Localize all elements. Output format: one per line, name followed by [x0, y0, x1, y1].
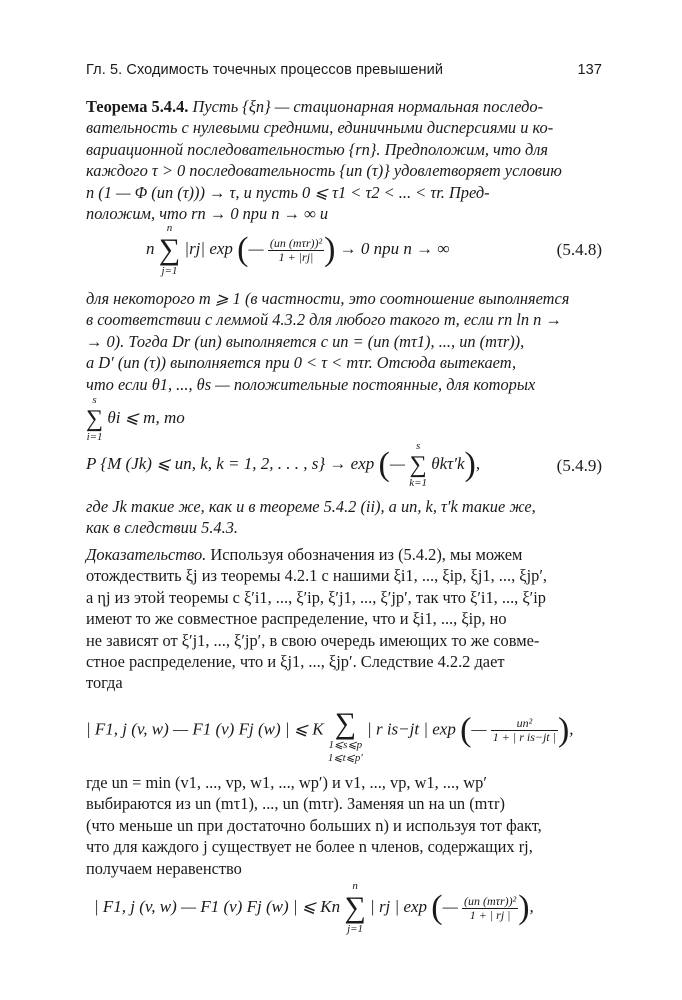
sum-symbol: n ∑ j=1 — [158, 222, 181, 277]
theorem-line-2: вательность с нулевыми средними, единичными дисперсиями и ко- — [86, 118, 554, 138]
sum-symbol: s ∑ k=1 — [409, 440, 428, 489]
eqp2-fraction: $\frac{\text{(un (mτr))²}}{1 + | rj |}$ — [464, 893, 517, 922]
equation-number-5-4-8: (5.4.8) — [556, 240, 602, 259]
theorem-label: Теорема 5.4.4. — [86, 97, 189, 116]
eqp2-abs: | rj | exp — [370, 896, 428, 916]
equation-5-4-9: P {M (Jk) ⩽ un, k, k = 1, 2, . . . , s} → exp (— s ∑ k=1 θkτ′k), (5.4.9) — [86, 440, 602, 489]
theorem-5-4-4 — [86, 96, 602, 224]
theorem-line-6: положим, что rn → 0 при n → ∞ и — [86, 204, 329, 224]
paragraph-where: где Jk такие же, как и в теореме 5.4.2 (ii), а un, k, τ′k такие же, как в следствии 5.4.3. — [86, 497, 536, 538]
equation-covariance-bound-1: | F1, j (v, w) — F1 (v) Fj (w) | ⩽ K ∑ 1⩽s⩽p 1⩽t⩽p′ | r is−jt | exp (— $\frac{\text{un²}}{\text{1 + | r is−jt |}}$ ), — [86, 696, 602, 762]
sum-symbol: n ∑ j=1 — [344, 880, 366, 935]
eqp2-lhs: | F1, j (v, w) — F1 (v) Fj (w) | ⩽ Kn — [94, 896, 341, 916]
proof-label: Доказательство. — [86, 545, 207, 564]
page-number: 137 — [577, 62, 602, 78]
eqp1-fraction: $\frac{\text{un²}}{\text{1 + | r is−jt |}}$ — [492, 716, 556, 744]
running-header — [86, 62, 602, 78]
eq548-tail: → 0 при n → ∞ — [339, 238, 450, 258]
paragraph-conditions: для некоторого m ⩾ 1 (в частности, это соотношение выполняется в соответствии с леммой 4.3.2 для любого такого m, если rn ln n → → 0). Тогда Dr (un) выполняется с un = (un (mτ1), ..., un (mτr)), а D′ (un (τ)) выполняется при 0 < τ < mτr. Отсюда вытекает, что если θ1, ..., θs — положительные постоянные, для которых — [86, 289, 570, 394]
equation-5-4-8: n n ∑ j=1 |rj| exp (— $\frac{\text{(un (mτr))²}}{1 + |rj|}$ ) → 0 при n → ∞ (5.4.8) — [146, 222, 602, 277]
theorem-line-1: Теорема 5.4.4. Пусть {ξn} — стационарная нормальная последо- — [86, 97, 544, 116]
eq548-n: n — [146, 238, 155, 258]
theorem-line-3: вариационной последовательностью {rn}. Предположим, что для — [86, 139, 549, 159]
eqp1-abs: | r is−jt | exp — [367, 719, 456, 739]
proof-paragraph: Доказательство. Используя обозначения из (5.4.2), мы можем отождествить ξj из теоремы 4.2.1 с нашими ξi1, ..., ξip, ξj1, ..., ξjp′, а ηj из этой теоремы с ξ′i1, ..., ξ′ip, ξ′j1, ..., ξ′jp′, так что ξ′i1, ..., ξ′ip имеют то же совместное распределение, что и ξi1, ..., ξip, но не зависят от ξ′j1, ..., ξ′jp′, в свою очередь имеющих то же совме- стное распределение, что и ξj1, ..., ξjp′. Следствие 4.2.2 дает тогда — [86, 545, 548, 693]
sum-theta-expr: θi ⩽ m, то — [107, 407, 185, 427]
sum-symbol: s ∑ i=1 — [86, 394, 104, 443]
eq549-lhs: P {M (Jk) ⩽ un, k, k = 1, 2, . . . , s} → exp — [86, 453, 375, 473]
sum-symbol: ∑ 1⩽s⩽p 1⩽t⩽p′ — [327, 707, 363, 764]
theorem-line-5: n (1 — Φ (un (τ))) → τ, и пусть 0 ⩽ τ1 < τ2 < ... < τr. Пред- — [86, 182, 490, 202]
eq548-abs-exp: |rj| exp — [184, 238, 233, 258]
running-title: Гл. 5. Сходимость точечных процессов превышений — [86, 62, 444, 78]
eq548-fraction: $\frac{\text{(un (mτr))²}}{1 + |rj|}$ — [269, 235, 323, 264]
paragraph-substitution: где un = min (v1, ..., vp, w1, ..., wp′) и v1, ..., vp, w1, ..., wp′ выбираются из un (mτ1), ..., un (mτr). Заменяя un на un (mτr) (что меньше un при достаточно больших n) и используя тот факт, что для каждого j существует не более n членов, содержащих rj, получаем неравенство — [86, 773, 542, 878]
equation-number-5-4-9: (5.4.9) — [556, 456, 602, 475]
equation-covariance-bound-2: | F1, j (v, w) — F1 (v) Fj (w) | ⩽ Kn n ∑ j=1 | rj | exp (— $\frac{\text{(un (mτr))²}}{1 + | rj |}$ ), — [94, 880, 534, 935]
theorem-line-4: каждого τ > 0 последовательность {un (τ)} удовлетворяет условию — [86, 161, 562, 181]
eqp1-lhs: | F1, j (v, w) — F1 (v) Fj (w) | ⩽ K — [86, 719, 324, 739]
equation-sum-theta — [86, 394, 602, 444]
eq549-inner: θkτ′k — [431, 453, 465, 473]
